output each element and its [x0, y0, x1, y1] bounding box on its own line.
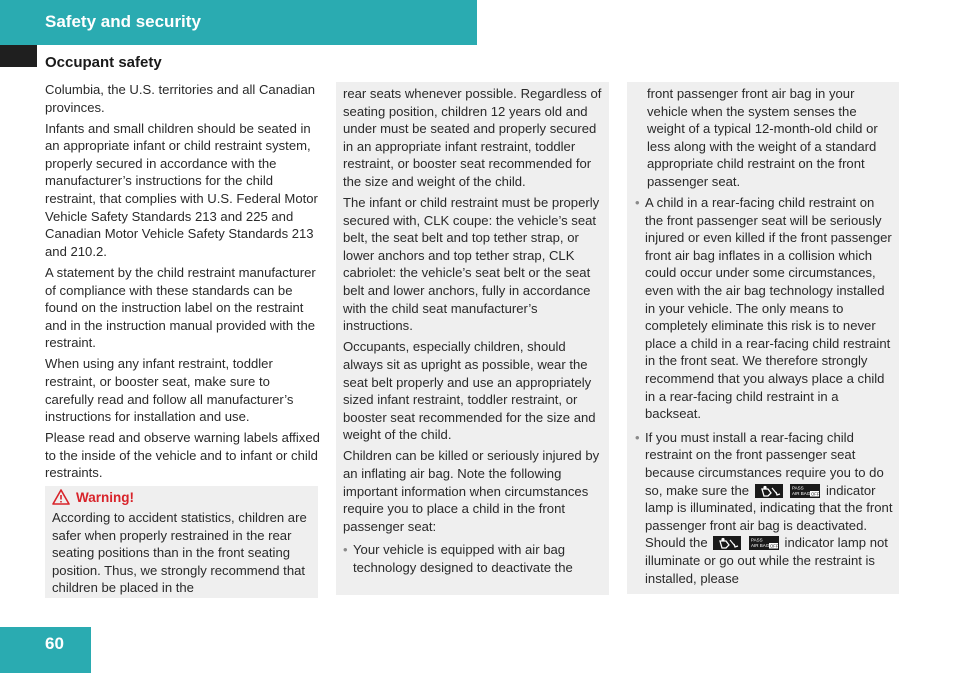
warning-header — [52, 489, 312, 505]
bullet-text: A child in a rear-facing child restraint on the front passenger seat will be seriously injured or even killed if the front passenger front air bag inflates in a collision which could occur under some circumstances, even with the air bag technology installed in your vehicle. The only means to completely eliminate this risk is to never place a child in a rear-facing child restraint in the front seat. We therefore strongly recommend that you always place a child in a rear-facing child restraint in a backseat. — [645, 195, 892, 422]
paragraph: rear seats whenever possible. Regardless of seating position, children 12 years old and under must be seated and properly secured in an appropriate infant restraint, toddler restraint, or booster seat recommended for the size and weight of the child. — [343, 86, 602, 189]
bullet-text-part: indicator lamp is illuminated, indicating that the front passenger front air bag is deactivated. Should the — [645, 482, 893, 551]
section-title: Occupant safety — [45, 54, 162, 71]
bullet-icon: • — [343, 542, 348, 558]
column-3-panel — [627, 82, 899, 594]
list-item — [635, 194, 895, 423]
bullet-text — [645, 429, 895, 587]
paragraph: front passenger front air bag in your vehicle when the system senses the weight of a typical 12-month-old child or less along with the weight of a standard appropriate child restraint on the front passenger seat. — [647, 86, 878, 189]
bullet-icon: • — [635, 195, 640, 211]
pass-airbag-off-indicator-icon — [790, 484, 820, 498]
svg-text:AIR BAG: AIR BAG — [792, 490, 811, 496]
column-2-panel — [336, 82, 609, 595]
bullet-text: Your vehicle is equipped with air bag technology designed to deactivate the — [353, 542, 573, 575]
warning-title: Warning! — [76, 489, 134, 505]
paragraph: Columbia, the U.S. territories and all Canadian provinces. — [45, 82, 316, 115]
paragraph: Please read and observe warning labels affixed to the inside of the vehicle and to infant or child restraints. — [45, 430, 320, 481]
list-item — [343, 541, 603, 576]
paragraph: Infants and small children should be seated in an appropriate infant or child restraint system, properly secured in accordance with the manufacturer’s instructions for the child restraint, that complies with U.S. Federal Motor Vehicle Safety Standards 213 and 225 and Canadian Motor Vehicle Safety Standards 213 and 210.2. — [45, 120, 318, 259]
bullet-text-part: If you must install a rear-facing child restraint on the front passenger seat because circumstances require you to do so, make sure the — [645, 429, 884, 498]
paragraph: Children can be killed or seriously injured by an inflating air bag. Note the following important information when circumstances require you to place a child in the front passenger seat: — [343, 448, 600, 534]
warning-triangle-icon — [52, 489, 70, 505]
paragraph: When using any infant restraint, toddler restraint, or booster seat, make sure to carefully read and follow all manufacturer’s instructions for installation and use. — [45, 356, 294, 425]
warning-text: According to accident statistics, children are safer when properly restrained in the rear seating positions than in the front seating position. Thus, we strongly recommend that children be placed in the — [52, 510, 307, 596]
svg-text:OFF: OFF — [811, 490, 820, 496]
svg-text:OFF: OFF — [769, 543, 779, 549]
paragraph: Occupants, especially children, should always sit as upright as possible, wear the seat belt properly and use an appropriately sized infant restraint, toddler restraint, or booster seat recommended for the size and weight of the child. — [343, 339, 596, 443]
warning-box — [45, 486, 318, 598]
list-item — [635, 429, 895, 587]
svg-text:AIR BAG: AIR BAG — [750, 543, 770, 549]
page-number: 60 — [45, 634, 64, 653]
column-1 — [45, 81, 321, 486]
pass-airbag-off-indicator-icon — [749, 536, 779, 550]
bullet-icon: • — [635, 429, 640, 445]
paragraph: The infant or child restraint must be properly secured with, CLK coupe: the vehicle’s seat belt, the seat belt and top tether strap, or lower anchors and top tether strap, CLK cabriolet: the vehicle’s seat belt or the seat belt and lower anchors, fully in accordance with the child seat manufacturer’s instructions. — [343, 195, 600, 334]
svg-text:PASS: PASS — [750, 537, 763, 543]
bullet-text-part: indicator lamp not illuminate or go out while the restraint is installed, please — [645, 535, 888, 586]
child-seat-icon — [713, 536, 741, 550]
section-marker — [0, 45, 37, 67]
chapter-title: Safety and security — [45, 12, 201, 31]
svg-text:PASS: PASS — [792, 485, 805, 491]
paragraph: A statement by the child restraint manufacturer of compliance with these standards can be found on the instruction label on the restraint and in the instruction manual provided with the restraint. — [45, 264, 316, 351]
child-seat-icon — [755, 484, 783, 498]
